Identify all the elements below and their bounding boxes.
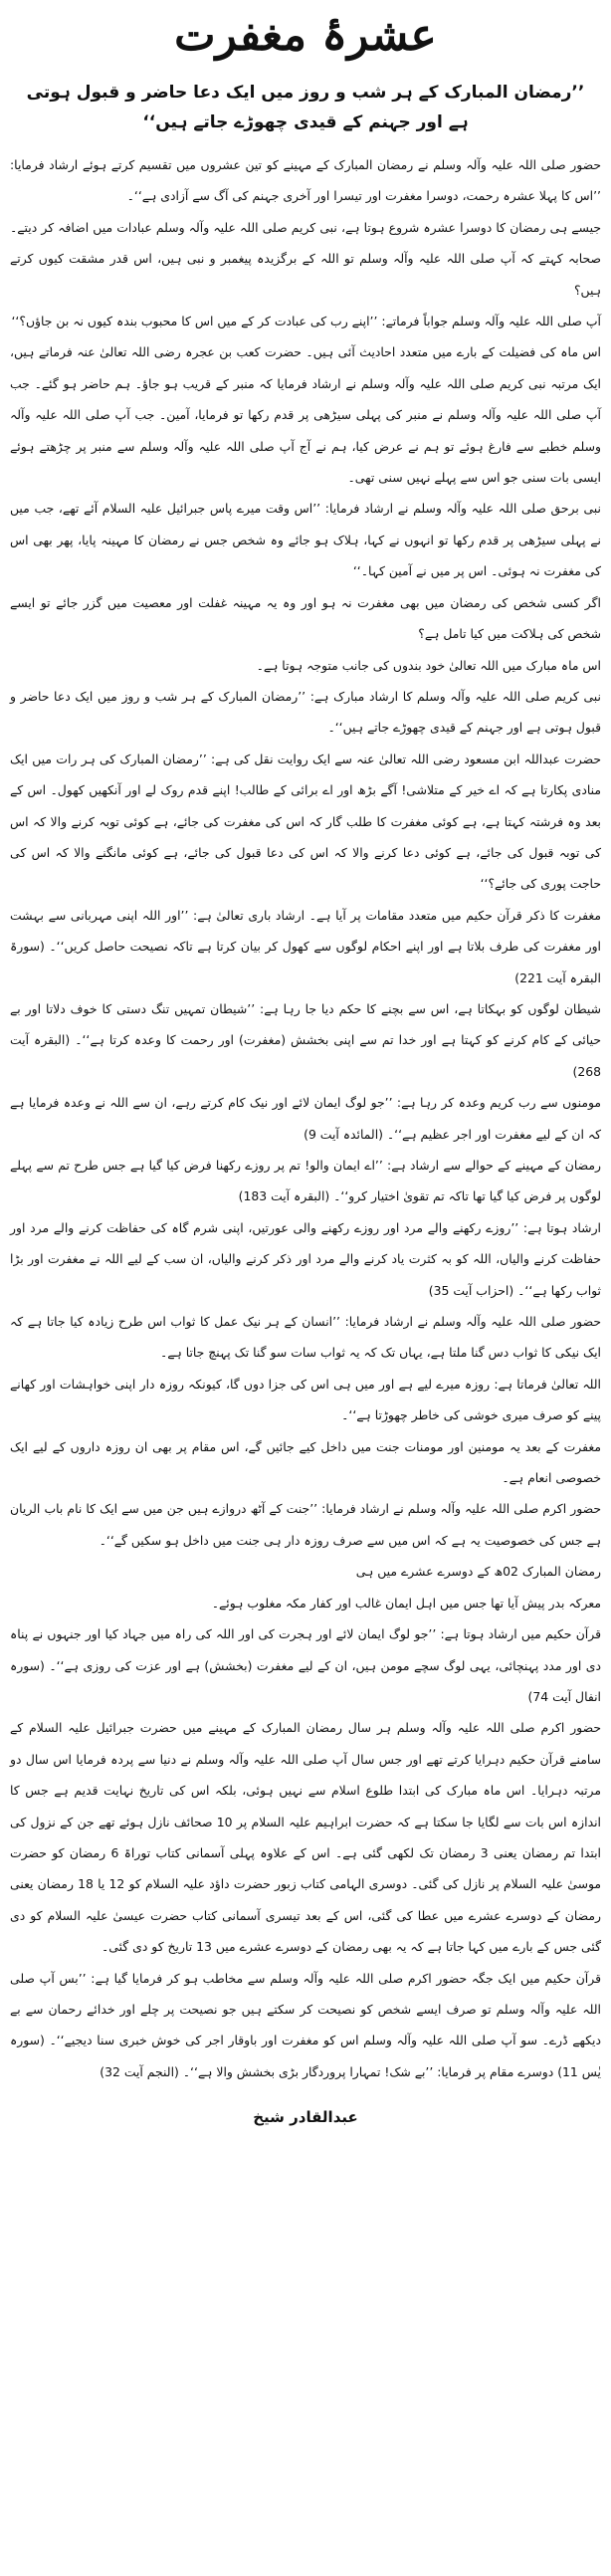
article-paragraph: نبی برحق صلی اللہ علیہ وآلہ وسلم نے ارشاد فرمایا: ’’اس وقت میرے پاس جبرائیل علیہ السلام آئے تھے، جب میں نے پہلی سیڑھی پر قدم رکھا تو انہوں نے کہا، ہلاک ہو جائے وہ شخص جس نے رمضان کا مہینہ پایا، پھر بھی اس کی مغفرت نہ ہوئی۔ اس پر میں نے آمین کہا۔‘‘ — [10, 501, 601, 579]
article-paragraph: مومنوں سے رب کریم وعدہ کر رہا ہے: ’’جو لوگ ایمان لائے اور نیک کام کرتے رہے، ان سے اللہ نے وعدہ فرمایا ہے کہ ان کے لیے مغفرت اور اجر عظیم ہے‘‘۔ (المائدہ آیت 9) — [10, 1095, 601, 1142]
article-paragraph: حضور صلی اللہ علیہ وآلہ وسلم نے رمضان المبارک کے مہینے کو تین عشروں میں تقسیم کرتے ہوئے ارشاد فرمایا: ’’اس کا پہلا عشرہ رحمت، دوسرا مغفرت اور تیسرا اور آخری جہنم کی آگ سے آزادی ہے‘‘۔ — [10, 157, 601, 204]
article-paragraph: آپ صلی اللہ علیہ وآلہ وسلم جواباً فرماتے: ’’اپنے رب کی عبادت کر کے میں اس کا محبوب بندہ کیوں نہ بن جاؤں؟‘‘ — [11, 314, 601, 329]
article-paragraph: مغفرت کے بعد یہ مومنین اور مومنات جنت میں داخل کیے جائیں گے، اس مقام پر بھی ان روزہ داروں کے لیے ایک خصوصی انعام ہے۔ — [10, 1438, 601, 1486]
article-paragraph: حضرت عبداللہ ابن مسعود رضی اللہ تعالیٰ عنہ سے ایک روایت نقل کی ہے: ’’رمضان المبارک کی ہر رات میں ایک منادی پکارتا ہے کہ اے خیر کے متلاشی! آگے بڑھ اور اے برائی کے طالب! اپنے قدم روک لے اور آنکھیں کھول۔ اس کے بعد وہ فرشتہ کہتا ہے، ہے کوئی مغفرت کا طلب گار کہ اس کی مغفرت کی جائے، ہے کوئی توبہ کرنے والا کہ اس کی توبہ قبول کی جائے، ہے کوئی دعا کرنے والا کہ اس کی دعا قبول کی جائے، ہے کوئی مانگنے والا کہ اس کی حاجت پوری کی جائے؟‘‘ — [10, 751, 601, 892]
article-paragraph: نبی کریم صلی اللہ علیہ وآلہ وسلم کا ارشاد مبارک ہے: ’’رمضان المبارک کے ہر شب و روز میں ایک دعا حاضر و قبول ہوتی ہے اور جہنم کے قیدی چھوڑے جاتے ہیں‘‘۔ — [10, 688, 601, 736]
article-title: عشرۂ مغفرت — [174, 10, 437, 61]
article-paragraph: جیسے ہی رمضان کا دوسرا عشرہ شروع ہوتا ہے، نبی کریم صلی اللہ علیہ وآلہ وسلم عبادات میں اضافہ کر دیتے۔ صحابہ کہتے کہ آپ صلی اللہ علیہ وآلہ وسلم تو اللہ کے برگزیدہ پیغمبر و نبی ہیں، اس قدر مشقت کیوں کرتے ہیں؟ — [10, 219, 601, 298]
article-paragraph: رمضان المبارک 02ھ کے دوسرے عشرے میں ہی — [355, 1564, 601, 1580]
article-paragraph: اگر کسی شخص کی رمضان میں بھی مغفرت نہ ہو اور وہ یہ مہینہ غفلت اور معصیت میں گزر جائے تو ایسے شخص کی ہلاکت میں کیا تامل ہے؟ — [10, 594, 601, 642]
article-paragraph: حضور اکرم صلی اللہ علیہ وآلہ وسلم نے ارشاد فرمایا: ’’جنت کے آٹھ دروازے ہیں جن میں سے ایک کا نام باب الریان ہے جس کی خصوصیت یہ ہے کہ اس میں سے صرف روزہ دار ہی جنت میں داخل ہو سکیں گے‘‘۔ — [10, 1501, 601, 1548]
article-paragraph: حضور اکرم صلی اللہ علیہ وآلہ وسلم ہر سال رمضان المبارک کے مہینے میں حضرت جبرائیل علیہ السلام کے سامنے قرآن حکیم دہرایا کرتے تھے اور جس سال آپ صلی اللہ علیہ وآلہ وسلم نے دنیا سے پردہ فرمایا اس سال دو مرتبہ دہرایا۔ اس ماہ مبارک کی ابتدا طلوع اسلام سے نہیں ہوئی، بلکہ اس کی تاریخ نہایت قدیم ہے جس کا اندازہ اس بات سے لگایا جا سکتا ہے کہ حضرت ابراہیم علیہ السلام پر 10 صحائف نازل ہوئے تھے جن کے نزول کی ابتدا تم رمضان یعنی 3 رمضان تک لکھی گئی ہے۔ اس کے علاوہ پہلی آسمانی کتاب توراۃ 6 رمضان کو حضرت موسیٰ علیہ السلام پر نازل کی گئی۔ دوسری الہامی کتاب زبور حضرت داؤد علیہ السلام کو 12 یا 18 رمضان یعنی رمضان کے دوسرے عشرے میں عطا کی گئی، اس کے بعد تیسری آسمانی کتاب حضرت عیسیٰ علیہ السلام کو دی گئی جس کے بارے میں کہا جاتا ہے کہ یہ بھی رمضان کے دوسرے عشرے میں 13 تاریخ کو دی گئی۔ — [10, 1720, 601, 1955]
article-paragraph: اللہ تعالیٰ فرماتا ہے: روزہ میرے لیے ہے اور میں ہی اس کی جزا دوں گا، کیونکہ روزہ دار اپنی خواہشات اور کھانے پینے کو صرف میری خوشی کی خاطر چھوڑتا ہے‘‘۔ — [10, 1376, 601, 1423]
article-paragraph: قرآن حکیم میں ایک جگہ حضور اکرم صلی اللہ علیہ وآلہ وسلم سے مخاطب ہو کر فرمایا گیا ہے: ’’بس آپ صلی اللہ علیہ وآلہ وسلم تو صرف ایسے شخص کو نصیحت کر سکتے ہیں جو نصیحت پر چلے اور خدائے رحمان سے بے دیکھے ڈرے۔ سو آپ صلی اللہ علیہ وآلہ وسلم اس کو مغفرت اور باوقار اجر کی خوش خبری سنا دیجیے‘‘۔ (سورہ یٰس 11) دوسرے مقام پر فرمایا: ’’بے شک! تمہارا پروردگار بڑی بخشش والا ہے‘‘۔ (النجم آیت 32) — [10, 1970, 601, 2079]
article-body — [10, 149, 601, 2087]
article-paragraph: شیطان لوگوں کو بہکاتا ہے، اس سے بچنے کا حکم دیا جا رہا ہے: ’’شیطان تمہیں تنگ دستی کا خوف دلاتا اور بے حیائی کے کام کرنے کو کہتا ہے اور خدا تم سے اپنی بخشش (مغفرت) اور رحمت کا وعدہ کرتا ہے‘‘۔ (البقرہ آیت 268) — [10, 1000, 601, 1079]
article-paragraph: اس ماہ مبارک میں اللہ تعالیٰ خود بندوں کی جانب متوجہ ہوتا ہے۔ — [256, 657, 601, 673]
article-paragraph: مغفرت کا ذکر قرآن حکیم میں متعدد مقامات پر آیا ہے۔ ارشاد باری تعالیٰ ہے: ’’اور اللہ اپنی مہربانی سے بہشت اور مغفرت کی طرف بلاتا ہے اور اپنے احکام لوگوں سے کھول کر بیان کرتا ہے تاکہ نصیحت حاصل کریں‘‘۔ (سورۃ البقرہ آیت 221) — [10, 907, 601, 985]
article-subtitle: ’’رمضان المبارک کے ہر شب و روز میں ایک دعا حاضر و قبول ہوتی ہے اور جہنم کے قیدی چھوڑے جاتے ہیں‘‘ — [26, 83, 585, 132]
article-paragraph: اس ماہ کی فضیلت کے بارے میں متعدد احادیث آئی ہیں۔ حضرت کعب بن عجرہ رضی اللہ تعالیٰ عنہ فرماتے ہیں، ایک مرتبہ نبی کریم صلی اللہ علیہ وآلہ وسلم نے ارشاد فرمایا کہ منبر کے قریب ہو جاؤ۔ ہم حاضر ہو گئے۔ جب آپ صلی اللہ علیہ وآلہ وسلم نے منبر کی پہلی سیڑھی پر قدم رکھا تو فرمایا، آمین۔ جب آپ صلی اللہ علیہ وآلہ وسلم خطبے سے فارغ ہوئے تو ہم نے عرض کیا، ہم نے آج آپ صلی اللہ علیہ وآلہ وسلم سے منبر پر چڑھتے ہوئے ایسی بات سنی جو اس سے پہلے نہیں سنی تھی۔ — [10, 344, 601, 486]
article-paragraph: حضور صلی اللہ علیہ وآلہ وسلم نے ارشاد فرمایا: ’’انسان کے ہر نیک عمل کا ثواب اس طرح زیادہ کیا جاتا ہے کہ ایک نیکی کا ثواب دس گنا ملتا ہے، یہاں تک کہ یہ ثواب سات سو گنا تک پہنچ جاتا ہے۔ — [10, 1314, 601, 1361]
article-paragraph: ارشاد ہوتا ہے: ’’روزے رکھنے والے مرد اور روزے رکھنے والی عورتیں، اپنی شرم گاہ کی حفاظت کرنے والے مرد اور حفاظت کرنے والیاں، اللہ کو بہ کثرت یاد کرنے والے مرد اور ذکر کرنے والیاں، ان سب کے لیے اللہ نے مغفرت اور بڑا ثواب رکھا ہے‘‘۔ (احزاب آیت 35) — [10, 1219, 601, 1298]
article-paragraph: معرکہ بدر پیش آیا تھا جس میں اہل ایمان غالب اور کفار مکہ مغلوب ہوئے۔ — [211, 1595, 601, 1610]
article-paragraph: قرآن حکیم میں ارشاد ہوتا ہے: ’’جو لوگ ایمان لائے اور ہجرت کی اور اللہ کی راہ میں جہاد کیا اور جنہوں نے پناہ دی اور مدد پہنچائی، یہی لوگ سچے مومن ہیں، ان کے لیے مغفرت (بخشش) ہے اور عزت کی روزی ہے‘‘۔ (سورہ انفال آیت 74) — [10, 1626, 601, 1704]
article-paragraph: رمضان کے مہینے کے حوالے سے ارشاد ہے: ’’اے ایمان والو! تم پر روزے رکھنا فرض کیا گیا ہے جس طرح تم سے پہلے لوگوں پر فرض کیا گیا تھا تاکہ تم تقویٰ اختیار کرو‘‘۔ (البقرہ آیت 183) — [10, 1158, 601, 1204]
author-name: عبدالقادر شیخ — [253, 2108, 358, 2127]
